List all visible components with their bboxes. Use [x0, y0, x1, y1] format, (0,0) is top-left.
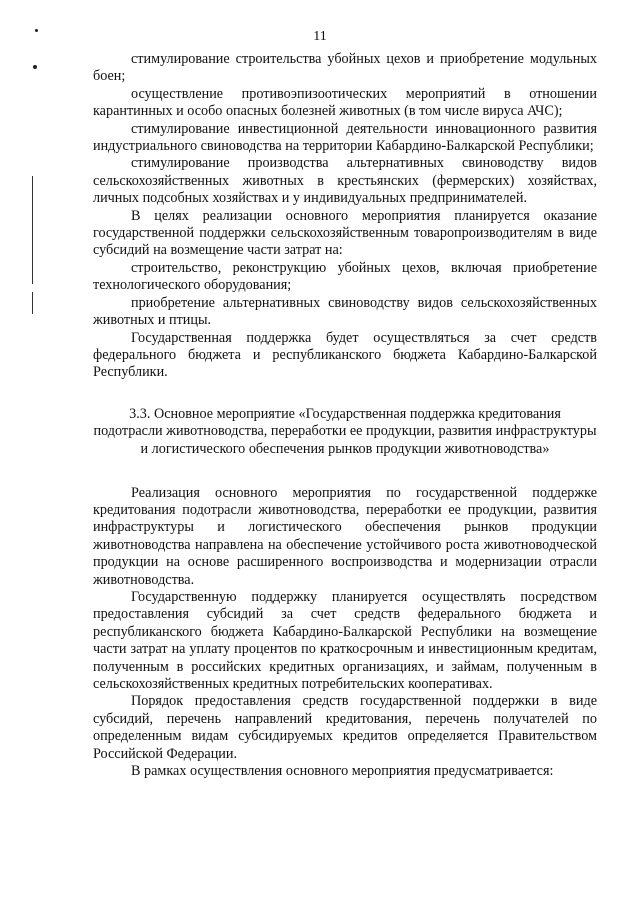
document-body [93, 51, 597, 780]
page-number: 11 [313, 29, 327, 44]
body-paragraph: Государственную поддержку планируется осуществлять посредством предоставления субсидий за счет средств федерального бюджета и республиканского бюджета Кабардино-Балкарской Республики на возмещение части затрат на уплату процентов по краткосрочным и инвестиционным кредитам, полученным в российских кредитных организациях, и займам, полученным в сельскохозяйственных кредитных потребительских кооперативах. [93, 588, 597, 692]
list-item: стимулирование производства альтернативных свиноводству видов сельскохозяйственных животных в крестьянских (фермерских) хозяйствах, личных подсобных хозяйствах и у индивидуальных предпринимателей. [93, 155, 597, 207]
list-item: приобретение альтернативных свиноводству видов сельскохозяйственных животных и птицы. [93, 294, 597, 329]
section-title: 3.3. Основное мероприятие «Государственная поддержка кредитования подотрасли животноводства, переработки ее продукции, развития инфраструктуры и логистического обеспечения рынков продукции животноводства» [93, 405, 597, 457]
list-item: строительство, реконструкцию убойных цехов, включая приобретение технологического оборудования; [93, 259, 597, 294]
body-paragraph: Порядок предоставления средств государственной поддержки в виде субсидий, перечень направлений кредитования, перечень получателей по определенным видам субсидируемых кредитов определяется Правительством Российской Федерации. [93, 693, 597, 762]
intro-paragraph: В целях реализации основного мероприятия планируется оказание государственной поддержки сельскохозяйственным товаропроизводителям в виде субсидий на возмещение части затрат на: [93, 207, 597, 259]
scan-mark-dot [33, 65, 37, 69]
scan-margin-line-short [32, 292, 33, 314]
scan-margin-line [32, 176, 33, 284]
list-item: осуществление противоэпизоотических мероприятий в отношении карантинных и особо опасных болезней животных (в том числе вируса АЧС); [93, 85, 597, 120]
scan-mark-dot-top [35, 29, 38, 32]
body-paragraph: Реализация основного мероприятия по государственной поддержке кредитования подотрасли животноводства, переработки ее продукции, развития инфраструктуры и логистического обеспечения рынков продукции животноводства направлена на обеспечение устойчивого роста животноводческой продукции на основе расширенного воспроизводства и модернизации отрасли животноводства. [93, 484, 597, 588]
body-paragraph: В рамках осуществления основного мероприятия предусматривается: [131, 763, 554, 779]
list-item: стимулирование строительства убойных цехов и приобретение модульных боен; [93, 51, 597, 85]
support-paragraph: Государственная поддержка будет осуществляться за счет средств федерального бюджета и республиканского бюджета Кабардино-Балкарской Республики. [93, 329, 597, 381]
list-item: стимулирование инвестиционной деятельности инновационного развития индустриального свиноводства на территории Кабардино-Балкарской Республики; [93, 120, 597, 155]
